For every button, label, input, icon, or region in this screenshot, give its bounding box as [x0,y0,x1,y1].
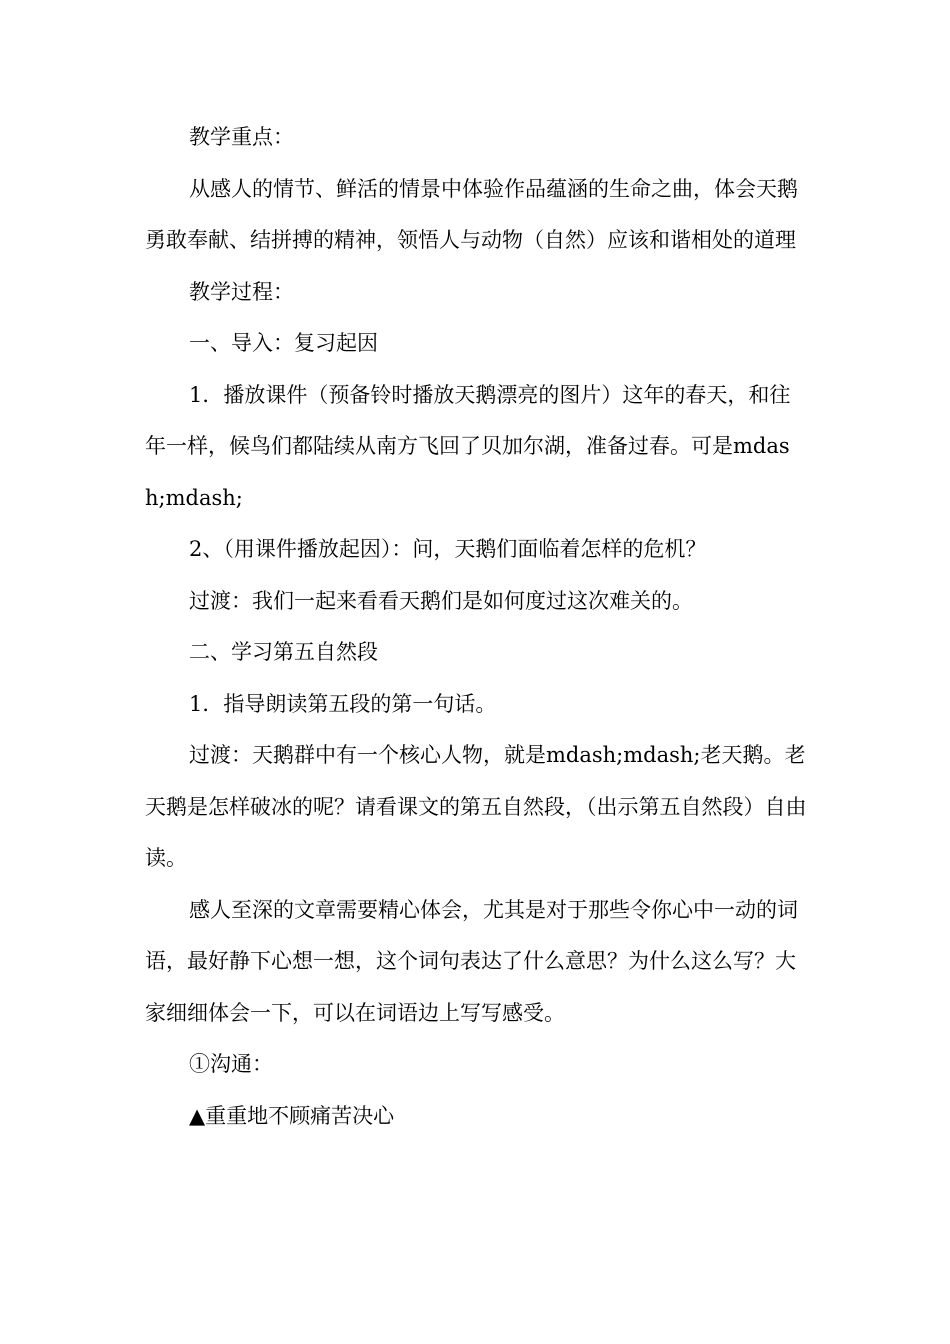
paragraph-instruction: 感人至深的文章需要精心体会，尤其是对于那些令你心中一动的词语，最好静下心想一想，这个词句表达了什么意思？为什么这么写？大家细细体会一下，可以在词语边上写写感受。 [145,897,798,1025]
paragraph-guided-reading: 1．指导朗读第五段的第一句话。 [189,691,497,716]
paragraph-communication-label: ①沟通： [189,1052,273,1076]
heading-teaching-process: 教学过程： [189,279,294,304]
paragraph-transition-1: 过渡：我们一起来看看天鹅们是如何度过这次难关的。 [189,588,693,613]
document-page [145,112,810,1142]
paragraph-key-words: ▲重重地不顾痛苦决心 [189,1103,395,1128]
paragraph-step-2: 2、（用课件播放起因）：问，天鹅们面临着怎样的危机？ [189,537,707,561]
paragraph-transition-2: 过渡：天鹅群中有一个核心人物，就是mdash;mdash;老天鹅。老天鹅是怎样破冰的呢？请看课文的第五自然段，（出示第五自然段）自由读。 [145,743,807,870]
paragraph-teaching-focus-content: 从感人的情节、鲜活的情景中体验作品蕴涵的生命之曲，体会天鹅勇敢奉献、结拼搏的精神，领悟人与动物（自然）应该和谐相处的道理 [145,176,798,252]
paragraph-step-1: 1．播放课件（预备铃时播放天鹅漂亮的图片）这年的春天，和往年一样，候鸟们都陆续从南方飞回了贝加尔湖，准备过春。可是mdash;mdash; [145,382,791,510]
section-heading-paragraph-five: 二、学习第五自然段 [189,640,378,664]
section-heading-intro: 一、导入：复习起因 [189,331,378,355]
heading-teaching-focus: 教学重点： [189,125,294,149]
